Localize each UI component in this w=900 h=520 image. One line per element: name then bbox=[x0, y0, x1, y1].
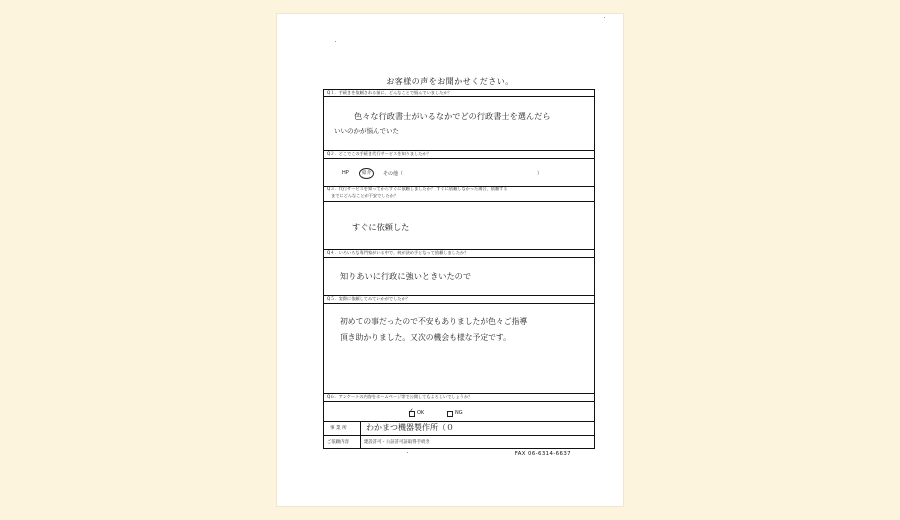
scanned-questionnaire-sheet bbox=[277, 14, 623, 506]
q2-question: Q２．どこでこの手続き代行サービスを知りましたか？ bbox=[327, 151, 431, 156]
scan-speck bbox=[407, 452, 408, 453]
questionnaire-form bbox=[323, 89, 595, 449]
q5-answer-line1: 初めての事だったので不安もありましたが色々ご指導 bbox=[340, 317, 528, 326]
q3-question-line1: Q３．代行サービスを知ってからすぐに依頼しましたか？ すぐに依頼しなかった場合、依頼する bbox=[327, 186, 508, 191]
rule bbox=[324, 201, 594, 202]
rule bbox=[324, 158, 594, 159]
company-value: わかまつ機器製作所（０ bbox=[366, 423, 454, 432]
q4-answer: 知りあいに行政に強いときいたので bbox=[340, 271, 472, 281]
q2-hp-label: HP bbox=[342, 170, 349, 176]
q3-answer: すぐに依頼した bbox=[352, 222, 410, 232]
q2-referral-option: 紹介 bbox=[362, 171, 372, 176]
scan-speck bbox=[335, 41, 336, 42]
ng-label: NG bbox=[455, 410, 463, 416]
request-label: ご依頼内容 bbox=[327, 440, 349, 445]
ok-label: OK bbox=[417, 410, 425, 416]
request-value: 建設許可・公証許可証取得手続き bbox=[364, 440, 430, 445]
rule bbox=[324, 421, 594, 422]
rule bbox=[324, 257, 594, 258]
label-divider bbox=[360, 421, 361, 449]
q2-other-label: その他（ bbox=[383, 171, 404, 177]
ng-checkbox bbox=[447, 411, 453, 417]
checkmark-icon: ✓ bbox=[408, 407, 414, 415]
rule bbox=[324, 303, 594, 304]
q2-other-close: ） bbox=[537, 171, 543, 177]
q3-question-line2: までにどんなことが不安でしたか？ bbox=[331, 193, 399, 198]
q6-question: Q６．アンケートの内容をホームページ等で公開してもよろしいでしょうか？ bbox=[327, 394, 473, 399]
q1-answer-line2: いいのかが悩んでいた bbox=[334, 127, 399, 135]
q4-question: Q４．いろいろな専門家がいる中で、何が決め手となって依頼しましたか？ bbox=[327, 250, 469, 255]
q5-question: Q５．実際に依頼してみていかがでしたか？ bbox=[327, 296, 410, 301]
rule bbox=[324, 401, 594, 402]
rule bbox=[324, 96, 594, 97]
scan-speck bbox=[604, 17, 605, 18]
company-label: 事 業 所 bbox=[330, 426, 347, 431]
q1-question: Q１．手続きを依頼される前に、どんなことで悩んでいましたか？ bbox=[327, 90, 452, 95]
rule bbox=[324, 435, 594, 436]
form-title: お客様の声をお聞かせください。 bbox=[386, 77, 514, 86]
q5-answer-line2: 頂き助かりました。又次の機会も様な予定です。 bbox=[340, 333, 511, 342]
q1-answer-line1: 色々な行政書士がいるなかでどの行政書士を選んだら bbox=[354, 111, 551, 121]
fax-number: FAX 06-6314-6637 bbox=[514, 451, 571, 457]
